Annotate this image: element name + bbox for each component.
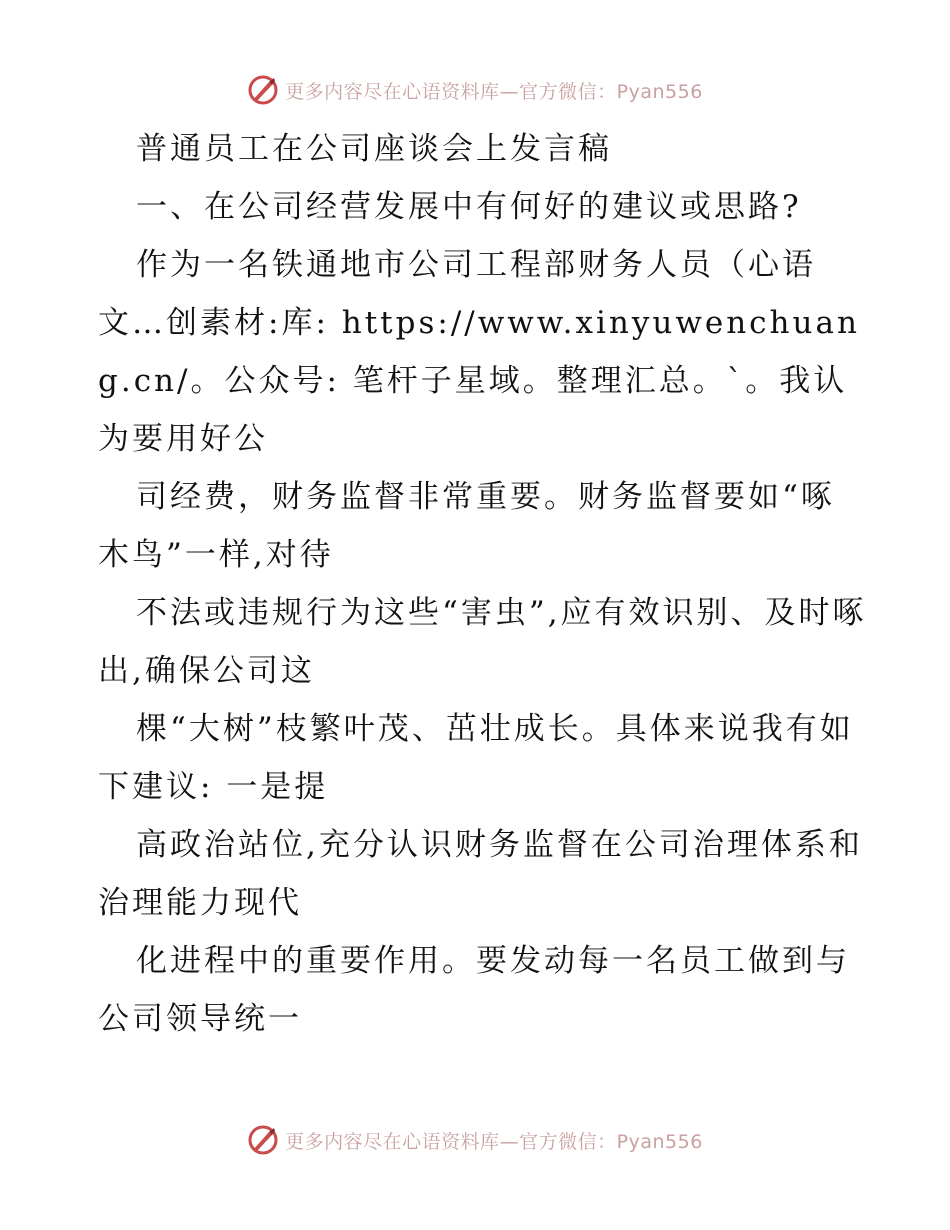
quill-logo-icon	[247, 74, 279, 106]
header-banner	[0, 70, 950, 110]
question-heading: 一、在公司经营发展中有何好的建议或思路?	[136, 189, 802, 225]
header-banner-text: 更多内容尽在心语资料库—官方微信：Pyan556	[285, 80, 703, 103]
paragraph-1: 作为一名铁通地市公司工程部财务人员（心语文…创素材:库: https://www.xinyuwenchuang.cn/。公众号: 笔杆子星域。整理汇总。`。我认为要用好公	[98, 247, 860, 457]
paragraph-3: 不法或违规行为这些“害虫”,应有效识别、及时啄出,确保公司这	[98, 595, 867, 689]
footer-banner-text: 更多内容尽在心语资料库—官方微信：Pyan556	[285, 1130, 703, 1153]
document-body	[98, 120, 868, 1048]
paragraph-6: 化进程中的重要作用。要发动每一名员工做到与公司领导统一	[98, 943, 850, 1037]
document-title: 普通员工在公司座谈会上发言稿	[136, 131, 612, 167]
paragraph-5: 高政治站位,充分认识财务监督在公司治理体系和治理能力现代	[98, 827, 863, 921]
paragraph-2: 司经费，财务监督非常重要。财务监督要如“啄木鸟”一样,对待	[98, 479, 835, 573]
paragraph-4: 棵“大树”枝繁叶茂、茁壮成长。具体来说我有如下建议: 一是提	[98, 711, 854, 805]
header-banner-inner	[247, 74, 703, 106]
footer-banner	[0, 1120, 950, 1160]
footer-banner-inner	[247, 1124, 703, 1156]
quill-logo-icon	[247, 1124, 279, 1156]
